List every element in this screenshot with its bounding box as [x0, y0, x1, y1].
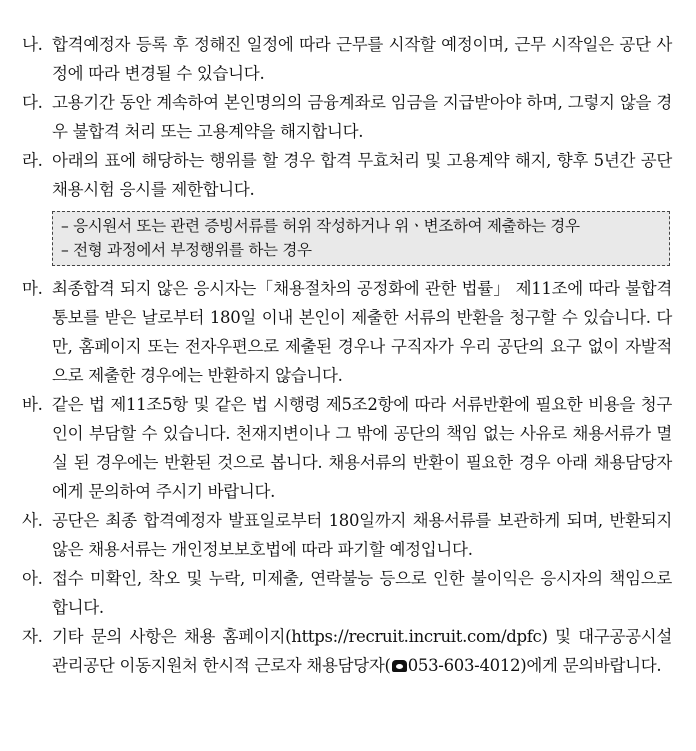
notice-document — [22, 30, 672, 680]
list-marker: 마. — [22, 279, 43, 298]
phone-icon — [392, 660, 407, 672]
list-item — [22, 30, 672, 88]
list-marker: 라. — [22, 151, 43, 170]
list-marker: 사. — [22, 511, 43, 530]
contact-phone-number: 053-603-4012 — [407, 656, 521, 675]
list-marker: 바. — [22, 395, 43, 414]
list-item-text: 같은 법 제11조5항 및 같은 법 시행령 제5조2항에 따라 서류반환에 필요한 비용을 청구인이 부담할 수 있습니다. 천재지변이나 그 밖에 공단의 책임 없는 사유로 채용서류가 멸실 된 경우에는 반환된 것으로 봅니다. 채용서류의 반환이 필요한 경우 아래 채용담당자에게 문의하여 주시기 바랍니다. — [52, 395, 672, 501]
contact-text — [52, 622, 672, 680]
contact-text-before: 기타 문의 사항은 채용 홈페이지(https://recruit.incruit.com/dpfc) 및 대구공공시설관리공단 이동지원처 한시적 근로자 채용담당자( — [52, 627, 672, 675]
list-marker: 나. — [22, 35, 43, 54]
list-item — [22, 274, 672, 390]
list-item — [22, 564, 672, 622]
list-item — [22, 622, 672, 680]
list-item-text: 최종합격 되지 않은 응시자는「채용절차의 공정화에 관한 법률」 제11조에 따라 불합격 통보를 받은 날로부터 180일 이내 본인이 제출한 서류의 반환을 청구할 수 있습니다. 다만, 홈페이지 또는 전자우편으로 제출된 경우나 구직자가 우리 공단의 요구 없이 자발적으로 제출한 경우에는 반환하지 않습니다. — [52, 279, 672, 385]
list-item-text: 공단은 최종 합격예정자 발표일로부터 180일까지 채용서류를 보관하게 되며, 반환되지 않은 채용서류는 개인정보보호법에 따라 파기할 예정입니다. — [52, 511, 672, 559]
list-marker: 다. — [22, 93, 43, 112]
list-item — [22, 88, 672, 146]
prohibited-acts-box — [52, 211, 670, 266]
list-marker: 아. — [22, 569, 43, 588]
list-item — [22, 506, 672, 564]
prohibited-act-line: – 전형 과정에서 부정행위를 하는 경우 — [61, 241, 312, 259]
list-item-text: 아래의 표에 해당하는 행위를 할 경우 합격 무효처리 및 고용계약 해지, 향후 5년간 공단 채용시험 응시를 제한합니다. — [52, 151, 672, 199]
list-item — [22, 390, 672, 506]
list-item — [22, 146, 672, 204]
list-item-text: 합격예정자 등록 후 정해진 일정에 따라 근무를 시작할 예정이며, 근무 시작일은 공단 사정에 따라 변경될 수 있습니다. — [52, 35, 672, 83]
contact-text-after: )에게 문의바랍니다. — [520, 656, 662, 675]
prohibited-act-line: – 응시원서 또는 관련 증빙서류를 허위 작성하거나 위ㆍ변조하여 제출하는 경우 — [61, 217, 580, 235]
list-item-text: 접수 미확인, 착오 및 누락, 미제출, 연락불능 등으로 인한 불이익은 응시자의 책임으로 합니다. — [52, 569, 672, 617]
list-marker: 자. — [22, 627, 43, 646]
list-item-text: 고용기간 동안 계속하여 본인명의의 금융계좌로 임금을 지급받아야 하며, 그렇지 않을 경우 불합격 처리 또는 고용계약을 해지합니다. — [52, 93, 672, 141]
